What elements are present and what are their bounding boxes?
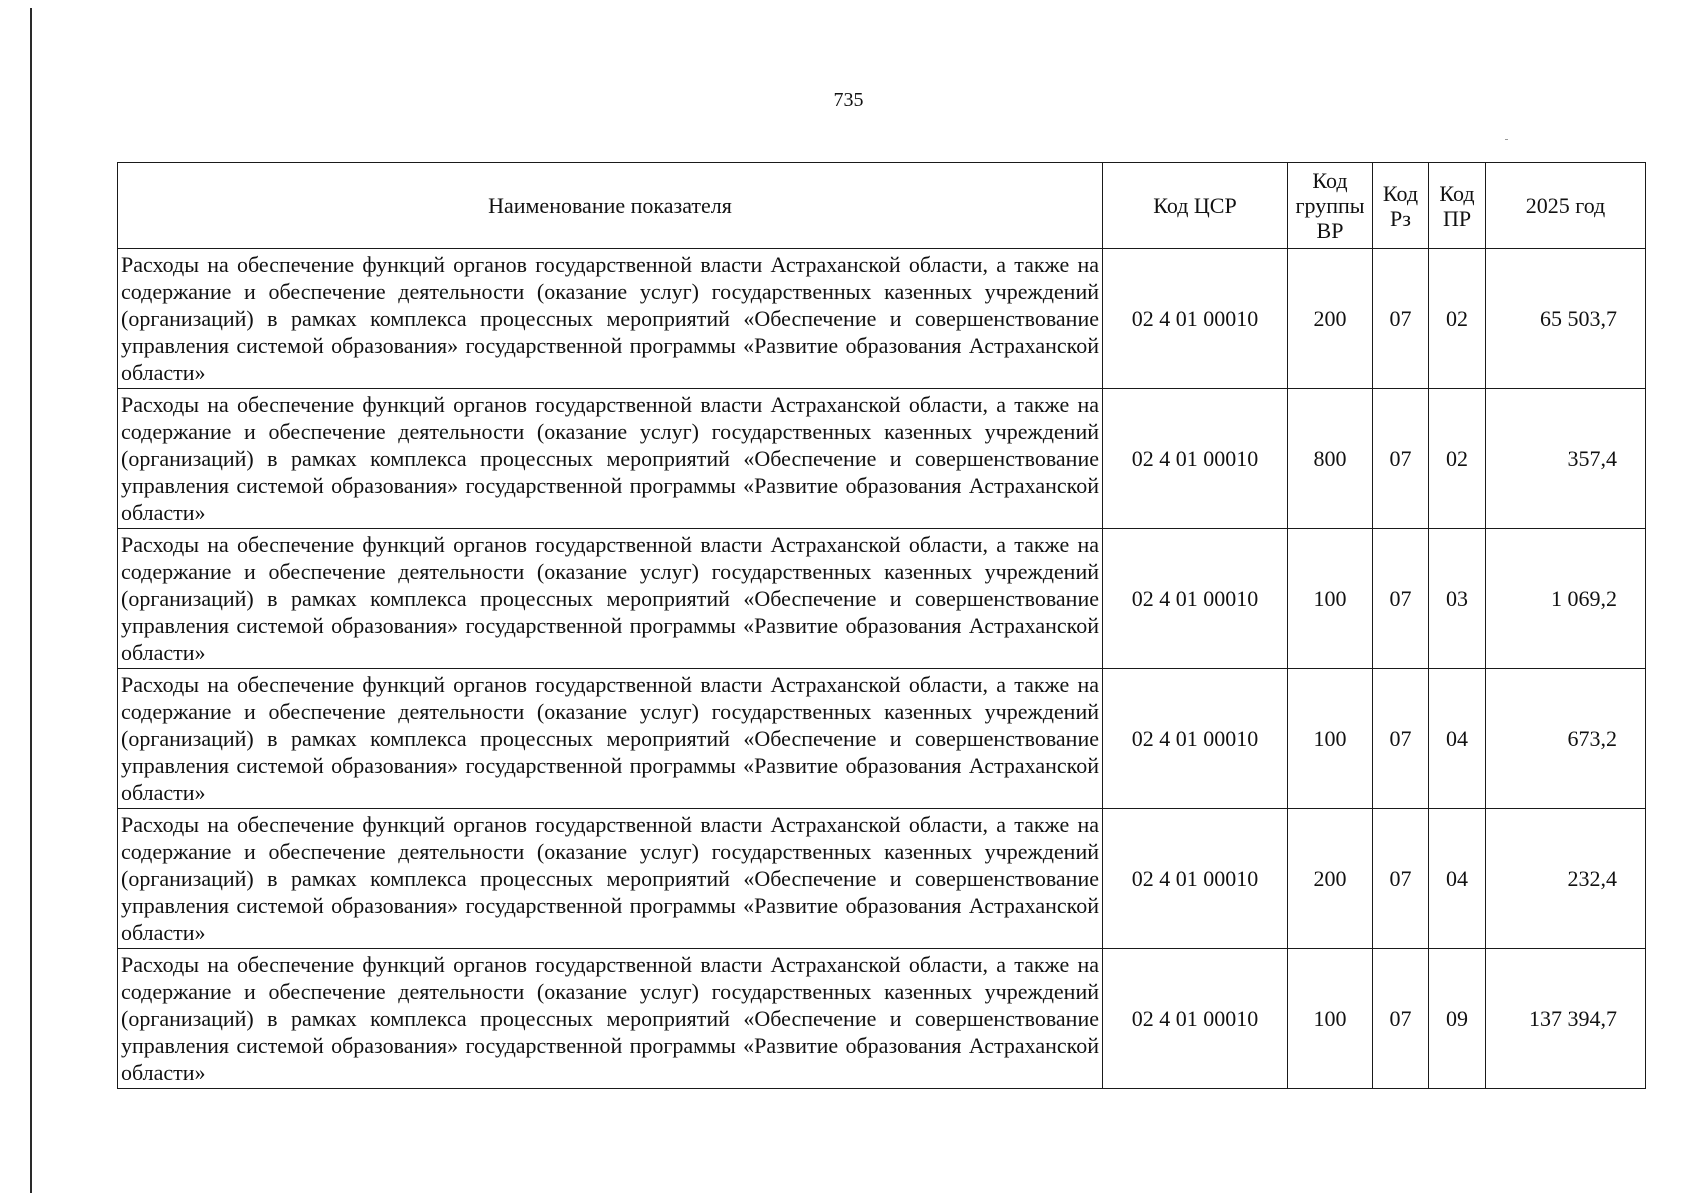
row-csr-code: 02 4 01 00010	[1103, 949, 1288, 1089]
row-name: Расходы на обеспечение функций органов государственной власти Астраханской области, а также на содержание и обеспечение деятельности (оказание услуг) государственных казенных учреждений (организаций) в рамках комплекса процессных мероприятий «Обеспечение и совершенствование управления системой образования» государственной программы «Развитие образования Астраханской области»	[118, 949, 1103, 1089]
header-vr-code: Код группы ВР	[1288, 163, 1373, 249]
row-amount: 65 503,7	[1486, 249, 1646, 389]
table-row	[118, 809, 1646, 949]
page-number: 735	[833, 89, 864, 111]
row-rz-code: 07	[1373, 389, 1429, 529]
row-vr-code: 100	[1288, 949, 1373, 1089]
row-csr-code: 02 4 01 00010	[1103, 389, 1288, 529]
header-year: 2025 год	[1486, 163, 1646, 249]
budget-table	[117, 162, 1646, 1089]
row-vr-code: 100	[1288, 529, 1373, 669]
scan-speck	[1505, 139, 1508, 140]
row-name: Расходы на обеспечение функций органов государственной власти Астраханской области, а также на содержание и обеспечение деятельности (оказание услуг) государственных казенных учреждений (организаций) в рамках комплекса процессных мероприятий «Обеспечение и совершенствование управления системой образования» государственной программы «Развитие образования Астраханской области»	[118, 809, 1103, 949]
row-vr-code: 200	[1288, 249, 1373, 389]
row-vr-code: 100	[1288, 669, 1373, 809]
row-amount: 357,4	[1486, 389, 1646, 529]
row-name: Расходы на обеспечение функций органов государственной власти Астраханской области, а также на содержание и обеспечение деятельности (оказание услуг) государственных казенных учреждений (организаций) в рамках комплекса процессных мероприятий «Обеспечение и совершенствование управления системой образования» государственной программы «Развитие образования Астраханской области»	[118, 529, 1103, 669]
header-pr-code: Код ПР	[1429, 163, 1486, 249]
header-rz-code: Код Рз	[1373, 163, 1429, 249]
row-name: Расходы на обеспечение функций органов государственной власти Астраханской области, а также на содержание и обеспечение деятельности (оказание услуг) государственных казенных учреждений (организаций) в рамках комплекса процессных мероприятий «Обеспечение и совершенствование управления системой образования» государственной программы «Развитие образования Астраханской области»	[118, 669, 1103, 809]
row-rz-code: 07	[1373, 249, 1429, 389]
row-pr-code: 02	[1429, 389, 1486, 529]
row-vr-code: 800	[1288, 389, 1373, 529]
table-row	[118, 949, 1646, 1089]
table-row	[118, 249, 1646, 389]
row-name: Расходы на обеспечение функций органов государственной власти Астраханской области, а также на содержание и обеспечение деятельности (оказание услуг) государственных казенных учреждений (организаций) в рамках комплекса процессных мероприятий «Обеспечение и совершенствование управления системой образования» государственной программы «Развитие образования Астраханской области»	[118, 249, 1103, 389]
row-pr-code: 02	[1429, 249, 1486, 389]
table-row	[118, 389, 1646, 529]
header-csr-code: Код ЦСР	[1103, 163, 1288, 249]
row-vr-code: 200	[1288, 809, 1373, 949]
header-name: Наименование показателя	[118, 163, 1103, 249]
row-pr-code: 04	[1429, 669, 1486, 809]
row-pr-code: 04	[1429, 809, 1486, 949]
table-row	[118, 669, 1646, 809]
row-rz-code: 07	[1373, 669, 1429, 809]
row-csr-code: 02 4 01 00010	[1103, 249, 1288, 389]
row-pr-code: 03	[1429, 529, 1486, 669]
table-row	[118, 529, 1646, 669]
row-rz-code: 07	[1373, 529, 1429, 669]
row-amount: 232,4	[1486, 809, 1646, 949]
row-pr-code: 09	[1429, 949, 1486, 1089]
row-amount: 137 394,7	[1486, 949, 1646, 1089]
row-csr-code: 02 4 01 00010	[1103, 669, 1288, 809]
row-amount: 1 069,2	[1486, 529, 1646, 669]
table-header-row	[118, 163, 1646, 249]
scan-edge-line	[30, 8, 32, 1193]
row-rz-code: 07	[1373, 809, 1429, 949]
row-amount: 673,2	[1486, 669, 1646, 809]
row-rz-code: 07	[1373, 949, 1429, 1089]
row-csr-code: 02 4 01 00010	[1103, 529, 1288, 669]
row-csr-code: 02 4 01 00010	[1103, 809, 1288, 949]
row-name: Расходы на обеспечение функций органов государственной власти Астраханской области, а также на содержание и обеспечение деятельности (оказание услуг) государственных казенных учреждений (организаций) в рамках комплекса процессных мероприятий «Обеспечение и совершенствование управления системой образования» государственной программы «Развитие образования Астраханской области»	[118, 389, 1103, 529]
